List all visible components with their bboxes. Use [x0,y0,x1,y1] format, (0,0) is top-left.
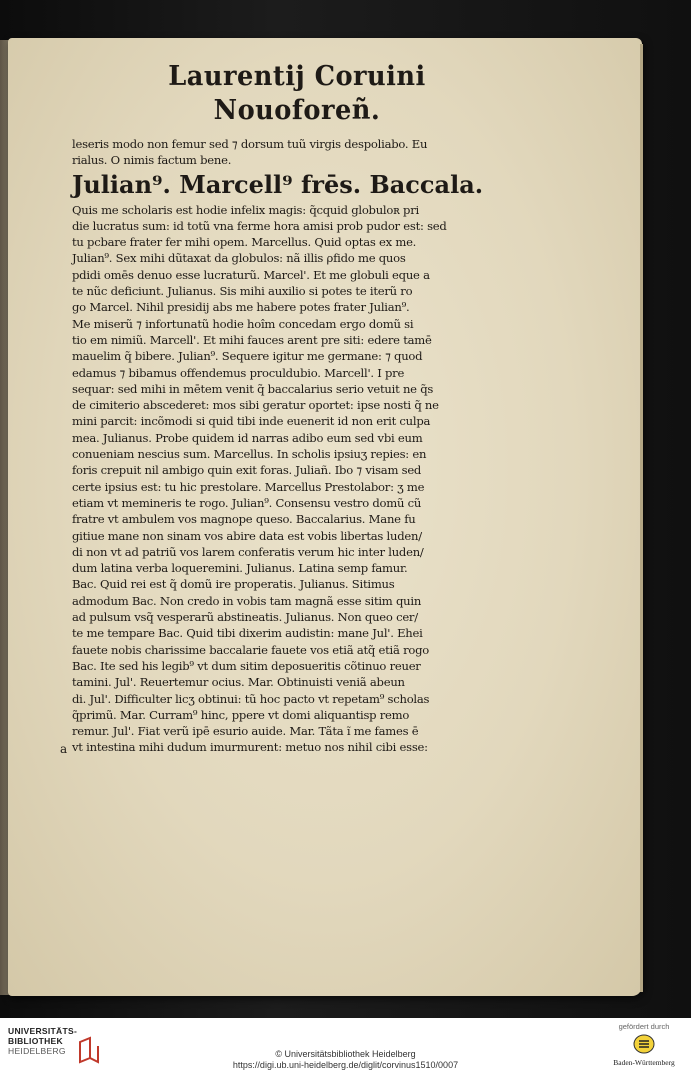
library-logo-line: BIBLIOTHEK [8,1036,63,1046]
sponsor-block[interactable] [600,1022,688,1068]
text-line: te nũc deficiunt. Julianus. Sis mihi auxilio si potes te iterũ ro [72,284,413,299]
text-line: tu pcbare frater fer mihi opem. Marcellus. Quid optas ex me. [72,235,417,250]
text-line: edamus ⁊ bibamus offendemus proculdubio. Marcell'. I pre [72,365,405,380]
viewer-footer [0,1018,691,1070]
text-line: Bac. Quid rei est q̃ domũ ire properatis. Julianus. Sitimus [72,577,395,592]
copyright-notice: © Universitätsbibliothek Heidelberg [275,1049,416,1059]
sponsor-label: gefördert durch [618,1022,670,1031]
text-line: die lucratus sum: id totũ vna ferme hora amisi prob pudor est: sed [72,218,447,233]
text-line: foris crepuit nil ambigo quin exit foras. Juliañ. Ibo ⁊ visam sed [72,463,422,478]
text-line: pdidi omēs denuo esse lucraturũ. Marcel'. Et me globuli eque a [72,267,430,282]
state-seal-icon [633,1034,655,1054]
margin-mark: a [60,742,68,756]
running-head: Laurentij Coruini Nouoforeñ. [168,61,426,126]
text-line: certe ipsius est: tu hic prestolare. Marcellus Prestolabor: ʒ me [72,479,425,494]
text-line: mini parcit: incõmodi si quid tibi inde euenerit id non erit culpa [72,414,431,429]
library-logo-line: HEIDELBERG [8,1046,66,1056]
text-line: Me miserũ ⁊ infortunatũ hodie hoîm concedam ergo domũ si [72,316,414,331]
text-line: Julian⁹. Sex mihi dũtaxat da globulos: nã illis ρfido me quos [72,251,406,266]
text-line: Bac. Ite sed his legib⁹ vt dum sitim deposueritis cõtinuo reuer [72,658,421,673]
text-line: vt intestina mihi dudum imurmurent: metuo nos nihil cibi esse: [72,740,428,755]
page-edge [640,44,643,992]
text-line: admodum Bac. Non credo in vobis tam magnã esse sitim quin [72,593,422,608]
text-line: fratre vt ambulem vos magnope queso. Baccalarius. Mane fu [72,512,416,527]
text-line: tio em nimiũ. Marcell'. Et mihi fauces arent pre siti: edere tamē [72,332,432,347]
text-line: di. Jul'. Difficulter licʒ obtinui: tũ hoc pacto vt repetam⁹ scholas [72,691,430,706]
text-line: go Marcel. Nihil presidij abs me habere potes frater Julian⁹. [72,300,410,315]
text-line: mea. Julianus. Probe quidem id narras adibo eum sed vbi eum [72,430,423,445]
text-line: remur. Jul'. Fiat verũ ipē esurio auide. Mar. Tãta ĩ me fames ē [72,724,419,739]
text-line: q̃primũ. Mar. Curram⁹ hinc, ppere vt domi aliquantisp remo [72,707,410,722]
text-line: conueniam nescius sum. Marcellus. In scholis ipsiuʒ repies: en [72,447,427,462]
text-line: etiam vt memineris te rogo. Julian⁹. Consensu vestro domũ cũ [72,495,422,510]
dialogue-heading: Julian⁹. Marcell⁹ frēs. Baccala. [72,169,484,199]
text-line: mauelim q̃ bibere. Julian⁹. Sequere igitur me germane: ⁊ quod [72,349,423,364]
text-line: dum latina verba loqueremini. Julianus. Latina semp famur. [72,561,408,576]
library-logo-line: UNIVERSITÄTS- [8,1026,78,1036]
text-line: di non vt ad patriũ vos larem conferatis verum hic inter luden/ [72,544,424,559]
text-line: leseris modo non femur sed ⁊ dorsum tuũ virgis despoliabo. Eu [72,137,428,151]
page-text [72,60,522,756]
text-line: gitiue mane non sinam vos abire data est vobis libertas luden/ [72,528,422,543]
text-line: Quis me scholaris est hodie infelix magis: q̃cquid globuloʀ pri [72,202,419,217]
text-lines [72,136,522,756]
text-line: de cimiterio abscederet: mos sibi geratur oportet: ipse nosti q̃ ne [72,398,439,413]
text-line: fauete nobis charissime baccalarie fauete vos etiã atq̃ etiã rogo [72,642,430,657]
text-line: te me tempare Bac. Quid tibi dixerim audistin: mane Jul'. Ehei [72,626,423,641]
permalink-url[interactable]: https://digi.ub.uni-heidelberg.de/diglit/corvinus1510/0007 [232,1060,459,1070]
text-line: sequar: sed mihi in mētem venit q̃ baccalarius serio vetuit ne q̃s [72,381,434,396]
text-line: tamini. Jul'. Reuertemur ocius. Mar. Obtinuisti veniã abeun [72,675,405,690]
text-line: rialus. O nimis factum bene. [72,153,232,168]
text-line: ad pulsum vsq̃ vesperarũ abstineatis. Julianus. Non queo cer/ [72,610,418,625]
sponsor-name: Baden-Württemberg [613,1058,675,1067]
